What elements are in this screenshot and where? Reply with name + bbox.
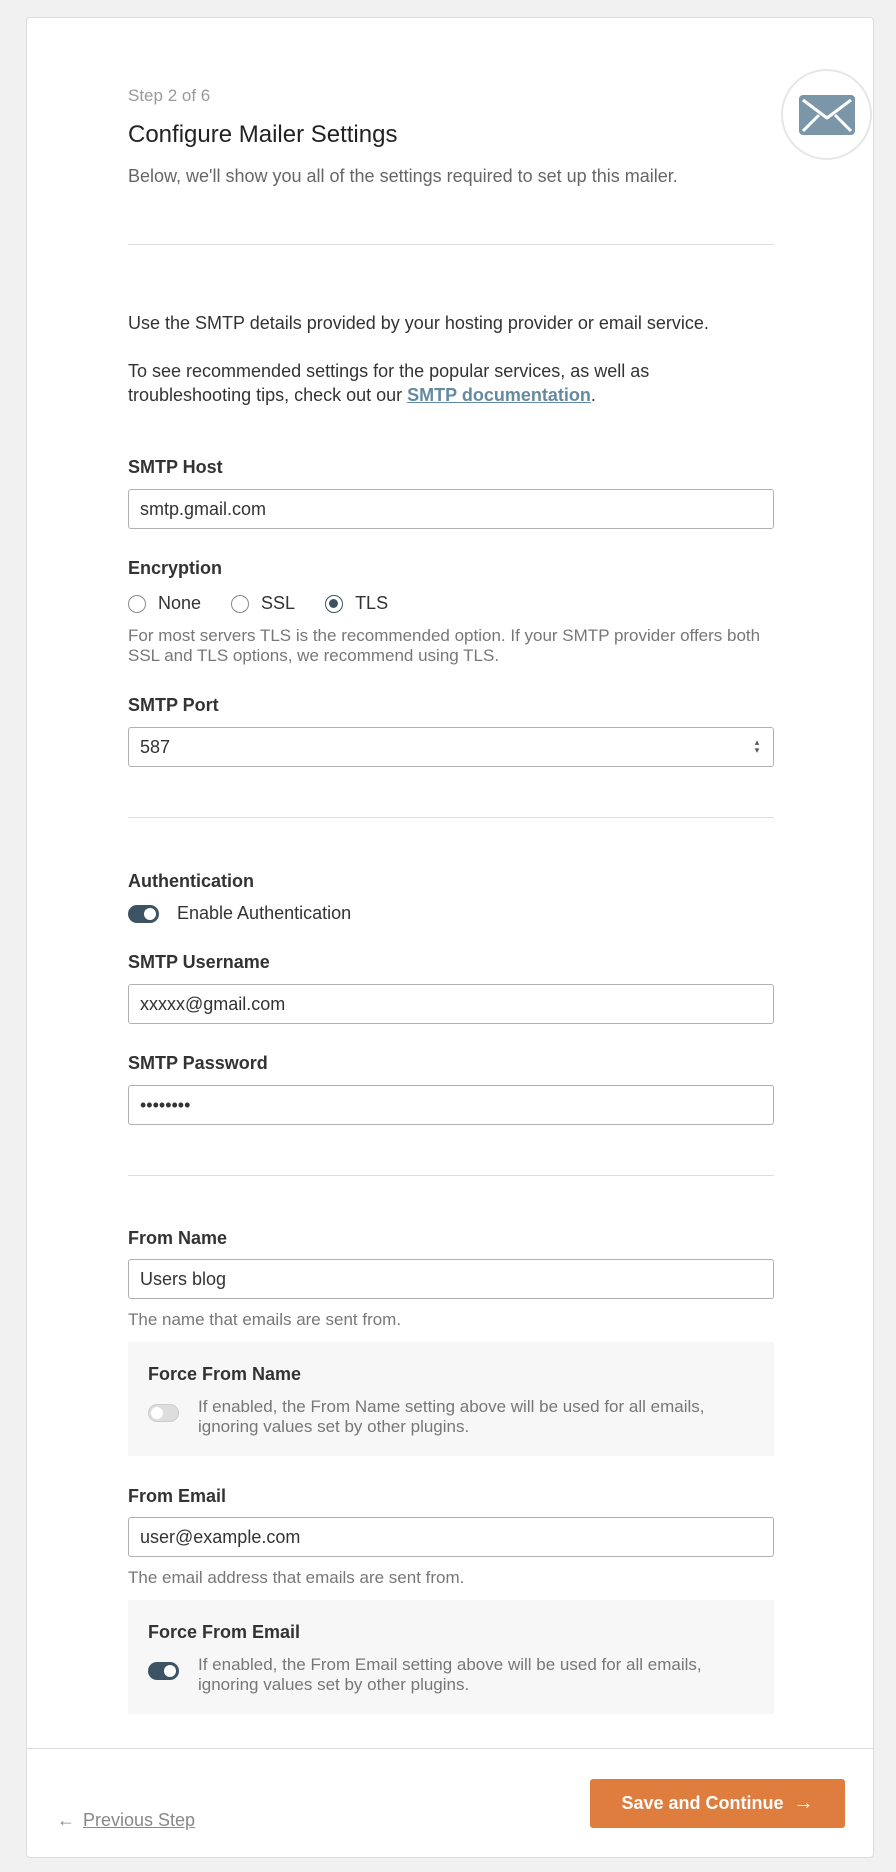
- from-email-label: From Email: [128, 1486, 227, 1506]
- arrow-left-icon: ←: [57, 1810, 75, 1830]
- from-name-help: The name that emails are sent from.: [128, 1310, 402, 1329]
- encryption-option-none[interactable]: [128, 593, 201, 614]
- encryption-help: For most servers TLS is the recommended option. If your SMTP provider offers both SSL and TLS options, we recommend using TLS.: [128, 626, 761, 665]
- section-divider: [128, 1175, 774, 1176]
- port-spinner-icon[interactable]: ▴ ▾: [754, 737, 760, 755]
- step-indicator: Step 2 of 6: [128, 86, 211, 105]
- encryption-option-ssl[interactable]: [231, 593, 295, 614]
- smtp-username-input[interactable]: xxxxx@gmail.com: [128, 984, 774, 1024]
- from-email-input[interactable]: user@example.com: [128, 1517, 774, 1557]
- radio-tls-label: TLS: [355, 593, 389, 613]
- setup-wizard-card: [26, 17, 874, 1858]
- authentication-toggle-row: [128, 903, 351, 924]
- intro-docs-text: [128, 359, 774, 407]
- intro-docs-suffix: .: [590, 385, 596, 405]
- force-from-name-toggle[interactable]: [148, 1404, 179, 1422]
- encryption-option-tls[interactable]: [325, 593, 388, 614]
- force-from-email-box: [128, 1600, 774, 1714]
- smtp-port-label: SMTP Port: [128, 695, 219, 715]
- radio-ssl[interactable]: [231, 595, 249, 613]
- intro-text: Use the SMTP details provided by your hosting provider or email service.: [128, 313, 709, 333]
- radio-tls[interactable]: [325, 595, 343, 613]
- encryption-radio-group: [128, 593, 418, 614]
- radio-none-label: None: [158, 593, 202, 613]
- authentication-label: Authentication: [128, 871, 254, 891]
- force-from-name-text: If enabled, the From Name setting above will be used for all emails, ignoring values set by other plugins.: [198, 1397, 705, 1436]
- from-name-label: From Name: [128, 1228, 228, 1248]
- arrow-right-icon: →: [793, 1792, 814, 1814]
- encryption-label: Encryption: [128, 558, 223, 578]
- radio-none[interactable]: [128, 595, 146, 613]
- force-from-email-text: If enabled, the From Email setting above will be used for all emails, ignoring values set by other plugins.: [198, 1655, 702, 1694]
- smtp-password-label: SMTP Password: [128, 1053, 268, 1073]
- smtp-documentation-link[interactable]: SMTP documentation: [407, 385, 591, 405]
- previous-step-link[interactable]: [57, 1810, 195, 1831]
- section-divider: [128, 817, 774, 818]
- from-email-help: The email address that emails are sent from.: [128, 1568, 465, 1587]
- force-from-email-toggle[interactable]: [148, 1662, 179, 1680]
- smtp-port-value: 587: [140, 737, 171, 757]
- force-from-email-title: Force From Email: [148, 1622, 301, 1642]
- force-from-name-box: [128, 1342, 774, 1456]
- smtp-host-label: SMTP Host: [128, 457, 223, 477]
- smtp-host-input[interactable]: smtp.gmail.com: [128, 489, 774, 529]
- save-and-continue-label: Save and Continue: [621, 1793, 784, 1813]
- mailer-icon-badge: [781, 69, 872, 160]
- enable-authentication-toggle[interactable]: [128, 905, 159, 923]
- smtp-port-input[interactable]: [128, 727, 774, 767]
- enable-authentication-label: Enable Authentication: [177, 903, 352, 923]
- intro-docs-prefix: To see recommended settings for the popular services, as well as troubleshooting tips, check out our: [128, 361, 650, 405]
- previous-step-label: Previous Step: [83, 1810, 196, 1830]
- envelope-icon: [799, 95, 855, 135]
- force-from-name-title: Force From Name: [148, 1364, 302, 1384]
- smtp-password-input[interactable]: ••••••••: [128, 1085, 774, 1125]
- save-and-continue-button[interactable]: [590, 1779, 845, 1828]
- page-title: Configure Mailer Settings: [128, 121, 398, 148]
- footer-divider: [27, 1748, 873, 1749]
- radio-ssl-label: SSL: [261, 593, 296, 613]
- page-description: Below, we'll show you all of the settings required to set up this mailer.: [128, 166, 678, 186]
- section-divider: [128, 244, 774, 245]
- from-name-input[interactable]: Users blog: [128, 1259, 774, 1299]
- smtp-username-label: SMTP Username: [128, 952, 270, 972]
